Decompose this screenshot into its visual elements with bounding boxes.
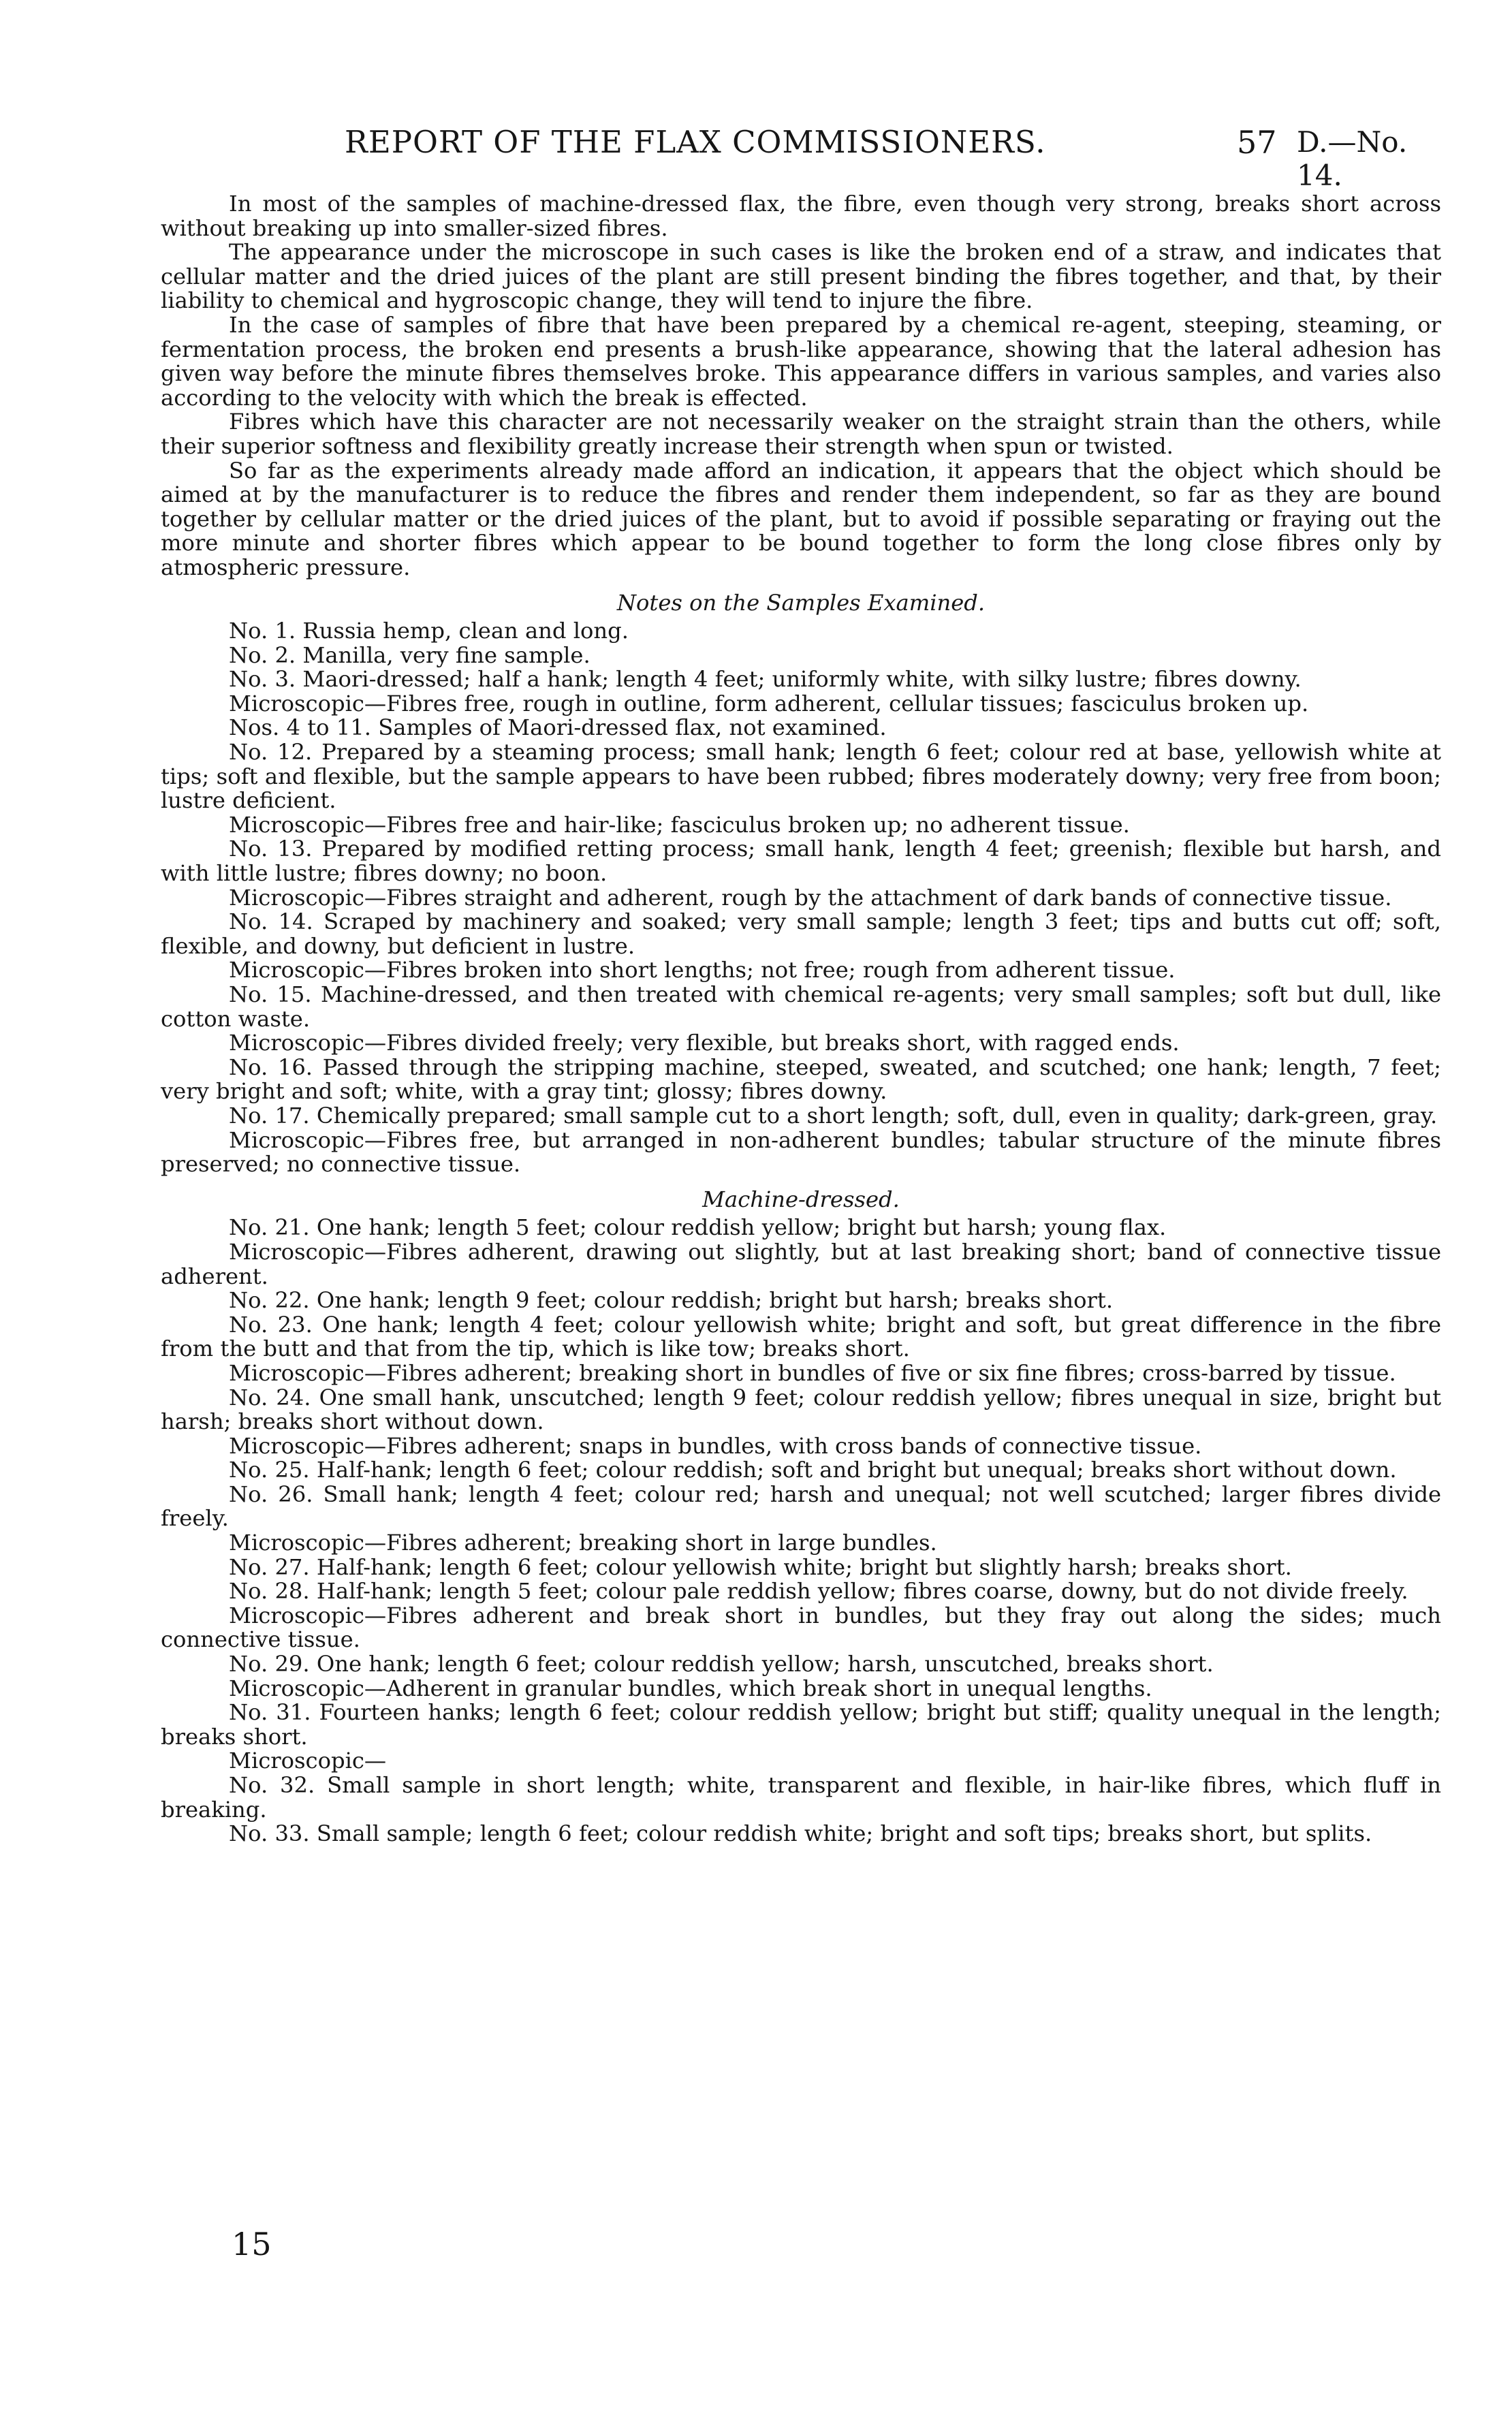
page-header (161, 124, 1441, 192)
paragraph: In most of the samples of machine-dressed flax, the fibre, even though very strong, breaks short across without breaking up into smaller-sized fibres. (161, 191, 1441, 241)
sample-entry: Microscopic—Fibres free, rough in outline, form adherent, cellular tissues; fasciculus broken up. (229, 690, 1309, 716)
sample-entry: No. 23. One hank; length 4 feet; colour yellowish white; bright and soft, but great difference in the fibre from the butt and that from the tip, which is like tow; breaks short. (161, 1311, 1441, 1362)
section-heading-machine-dressed: Machine-dressed. (702, 1186, 900, 1212)
sample-entry: No. 15. Machine-dressed, and then treated with chemical re-agents; very small samples; soft but dull, like cotton waste. (161, 981, 1441, 1032)
sample-entry: No. 3. Maori-dressed; half a hank; length 4 feet; uniformly white, with silky lustre; fibres downy. (229, 666, 1302, 693)
page-number: 57 (1237, 124, 1277, 161)
sample-entry: Microscopic—Fibres adherent, drawing out slightly, but at last breaking short; band of connective tissue adherent. (161, 1238, 1441, 1289)
section-heading-notes: Notes on the Samples Examined. (616, 589, 986, 616)
sample-entry: No. 17. Chemically prepared; small sample cut to a short length; soft, dull, even in quality; dark-green, gray. (229, 1102, 1438, 1129)
sample-entry: Microscopic—Fibres free and hair-like; fasciculus broken up; no adherent tissue. (229, 811, 1130, 838)
running-title: REPORT OF THE FLAX COMMISSIONERS. (345, 124, 1046, 160)
sample-entry: Microscopic—Fibres adherent and break short in bundles, but they fray out along the sides; much connective tissue. (161, 1602, 1441, 1653)
sample-entry: Microscopic—Fibres free, but arranged in non-adherent bundles; tabular structure of the minute fibres preserved; no connective tissue. (161, 1126, 1441, 1178)
paragraph: In the case of samples of fibre that have been prepared by a chemical re-agent, steeping, steaming, or fermentation process, the broken end presents a brush-like appearance, showing that the lateral adhesion has given way before the minute fibres themselves broke. This appearance differs in various samples, and varies also according to the velocity with which the break is effected. (161, 311, 1441, 411)
sample-entry: No. 24. One small hank, unscutched; length 9 feet; colour reddish yellow; fibres unequal in size, bright but harsh; breaks short without down. (161, 1384, 1441, 1435)
signature-number: 15 (232, 2226, 272, 2262)
sample-entry: Microscopic—Fibres broken into short lengths; not free; rough from adherent tissue. (229, 957, 1176, 983)
sample-entry: Microscopic—Fibres divided freely; very flexible, but breaks short, with ragged ends. (229, 1030, 1180, 1056)
sample-entry: Microscopic—Fibres straight and adherent, rough by the attachment of dark bands of connective tissue. (229, 884, 1392, 911)
sample-entry: No. 13. Prepared by modified retting process; small hank, length 4 feet; greenish; flexible but harsh, and with little lustre; fibres downy; no boon. (161, 836, 1441, 887)
sample-entry: Microscopic—Adherent in granular bundles, which break short in unequal lengths. (229, 1675, 1152, 1701)
sample-entry: No. 31. Fourteen hanks; length 6 feet; colour reddish yellow; bright but stiff; quality unequal in the length; breaks short. (161, 1699, 1441, 1750)
sample-entry: No. 25. Half-hank; length 6 feet; colour reddish; soft and bright but unequal; breaks short without down. (229, 1457, 1397, 1483)
series-number: D.—No. 14. (1297, 125, 1408, 192)
sample-entry: No. 14. Scraped by machinery and soaked; very small sample; length 3 feet; tips and butts cut off; soft, flexible, and downy, but deficient in lustre. (161, 909, 1441, 959)
sample-entry: No. 22. One hank; length 9 feet; colour reddish; bright but harsh; breaks short. (229, 1287, 1114, 1314)
report-body (161, 192, 1441, 1846)
sample-entry: No. 33. Small sample; length 6 feet; colour reddish white; bright and soft tips; breaks short, but splits. (229, 1820, 1372, 1847)
sample-entry: Microscopic— (229, 1748, 387, 1774)
sample-entry: No. 2. Manilla, very fine sample. (229, 642, 590, 668)
sample-entry: No. 1. Russia hemp, clean and long. (229, 618, 629, 644)
sample-entry: Microscopic—Fibres adherent; snaps in bundles, with cross bands of connective tissue. (229, 1432, 1202, 1459)
sample-entry: No. 16. Passed through the stripping machine, steeped, sweated, and scutched; one hank; length, 7 feet; very bright and soft; white, with a gray tint; glossy; fibres downy. (161, 1054, 1441, 1105)
sample-entry: Microscopic—Fibres adherent; breaking short in large bundles. (229, 1530, 937, 1556)
sample-entry: Microscopic—Fibres adherent; breaking short in bundles of five or six fine fibres; cross-barred by tissue. (229, 1359, 1396, 1386)
paragraph: So far as the experiments already made afford an indication, it appears that the object which should be aimed at by the manufacturer is to reduce the fibres and render them independent, so far as they are bound together by cellular matter or the dried juices of the plant, but to avoid if possible separating or fraying out the more minute and shorter fibres which appear to be bound together to form the long close fibres only by atmospheric pressure. (161, 457, 1441, 580)
sample-entry: No. 27. Half-hank; length 6 feet; colour yellowish white; bright but slightly harsh; breaks short. (229, 1554, 1292, 1580)
paragraph: The appearance under the microscope in such cases is like the broken end of a straw, and indicates that cellular matter and the dried juices of the plant are still present binding the fibres together, and that, by their liability to chemical and hygroscopic change, they will tend to injure the fibre. (161, 239, 1441, 314)
paragraph: Fibres which have this character are not necessarily weaker on the straight strain than the others, while their superior softness and flexibility greatly increase their strength when spun or twisted. (161, 409, 1441, 459)
sample-entry: Nos. 4 to 11. Samples of Maori-dressed flax, not examined. (229, 714, 887, 741)
sample-entry: No. 28. Half-hank; length 5 feet; colour pale reddish yellow; fibres coarse, downy, but do not divide freely. (229, 1578, 1408, 1605)
sample-entry: No. 21. One hank; length 5 feet; colour reddish yellow; bright but harsh; young flax. (229, 1214, 1167, 1241)
sample-entry: No. 29. One hank; length 6 feet; colour reddish yellow; harsh, unscutched, breaks short. (229, 1651, 1214, 1677)
sample-entry: No. 26. Small hank; length 4 feet; colour red; harsh and unequal; not well scutched; larger fibres divide freely. (161, 1481, 1441, 1532)
sample-entry: No. 12. Prepared by a steaming process; small hank; length 6 feet; colour red at base, yellowish white at tips; soft and flexible, but the sample appears to have been rubbed; fibres moderately downy; very free from boon; lustre deficient. (161, 739, 1441, 814)
sample-entry: No. 32. Small sample in short length; white, transparent and flexible, in hair-like fibres, which fluff in breaking. (161, 1772, 1441, 1823)
